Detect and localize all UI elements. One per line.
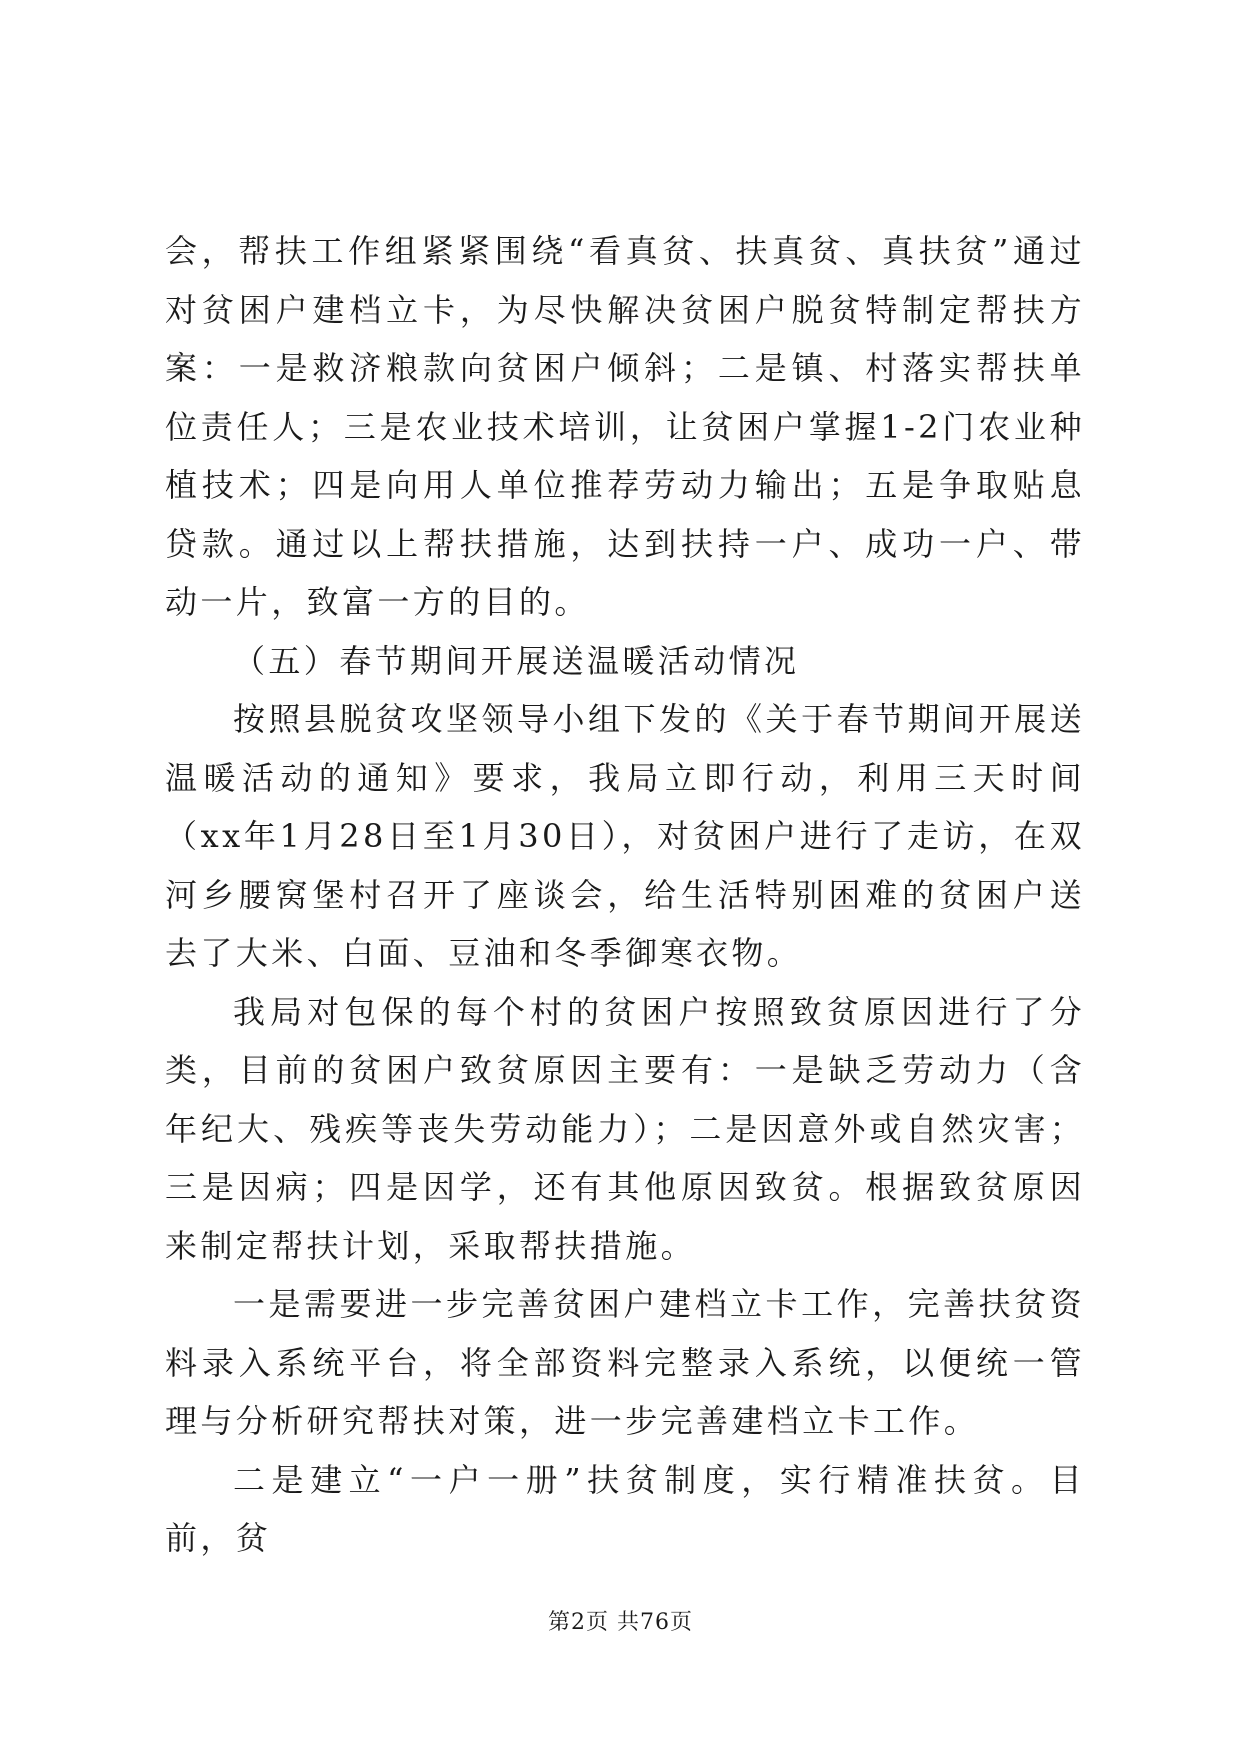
paragraph: 二是建立“一户一册”扶贫制度，实行精准扶贫。目前，贫 (165, 1460, 1085, 1557)
paragraph: 我局对包保的每个村的贫困户按照致贫原因进行了分类，目前的贫困户致贫原因主要有：一是缺乏劳动力（含年纪大、残疾等丧失劳动能力）；二是因意外或自然灾害；三是因病；四是因学，还有其他原因致贫。根据致贫原因来制定帮扶计划，采取帮扶措施。 (165, 992, 1085, 1265)
paragraph-continuation: 会，帮扶工作组紧紧围绕“看真贫、扶真贫、真扶贫”通过对贫困户建档立卡，为尽快解决贫困户脱贫特制定帮扶方案：一是救济粮款向贫困户倾斜；二是镇、村落实帮扶单位责任人；三是农业技术培训，让贫困户掌握1-2门农业种植技术；四是向用人单位推荐劳动力输出；五是争取贴息贷款。通过以上帮扶措施，达到扶持一户、成功一户、带动一片，致富一方的目的。 (165, 232, 1085, 621)
paragraph: 按照县脱贫攻坚领导小组下发的《关于春节期间开展送温暖活动的通知》要求，我局立即行动，利用三天时间（xx年1月28日至1月30日），对贫困户进行了走访，在双河乡腰窝堡村召开了座谈会，给生活特别困难的贫困户送去了大米、白面、豆油和冬季御寒衣物。 (165, 700, 1085, 972)
document-body (165, 222, 1085, 1568)
paragraph: 一是需要进一步完善贫困户建档立卡工作，完善扶贫资料录入系统平台，将全部资料完整录入系统，以便统一管理与分析研究帮扶对策，进一步完善建档立卡工作。 (165, 1285, 1085, 1440)
page-footer: 第2页 共76页 (548, 1610, 693, 1635)
section-heading: （五）春节期间开展送温暖活动情况 (233, 641, 800, 680)
